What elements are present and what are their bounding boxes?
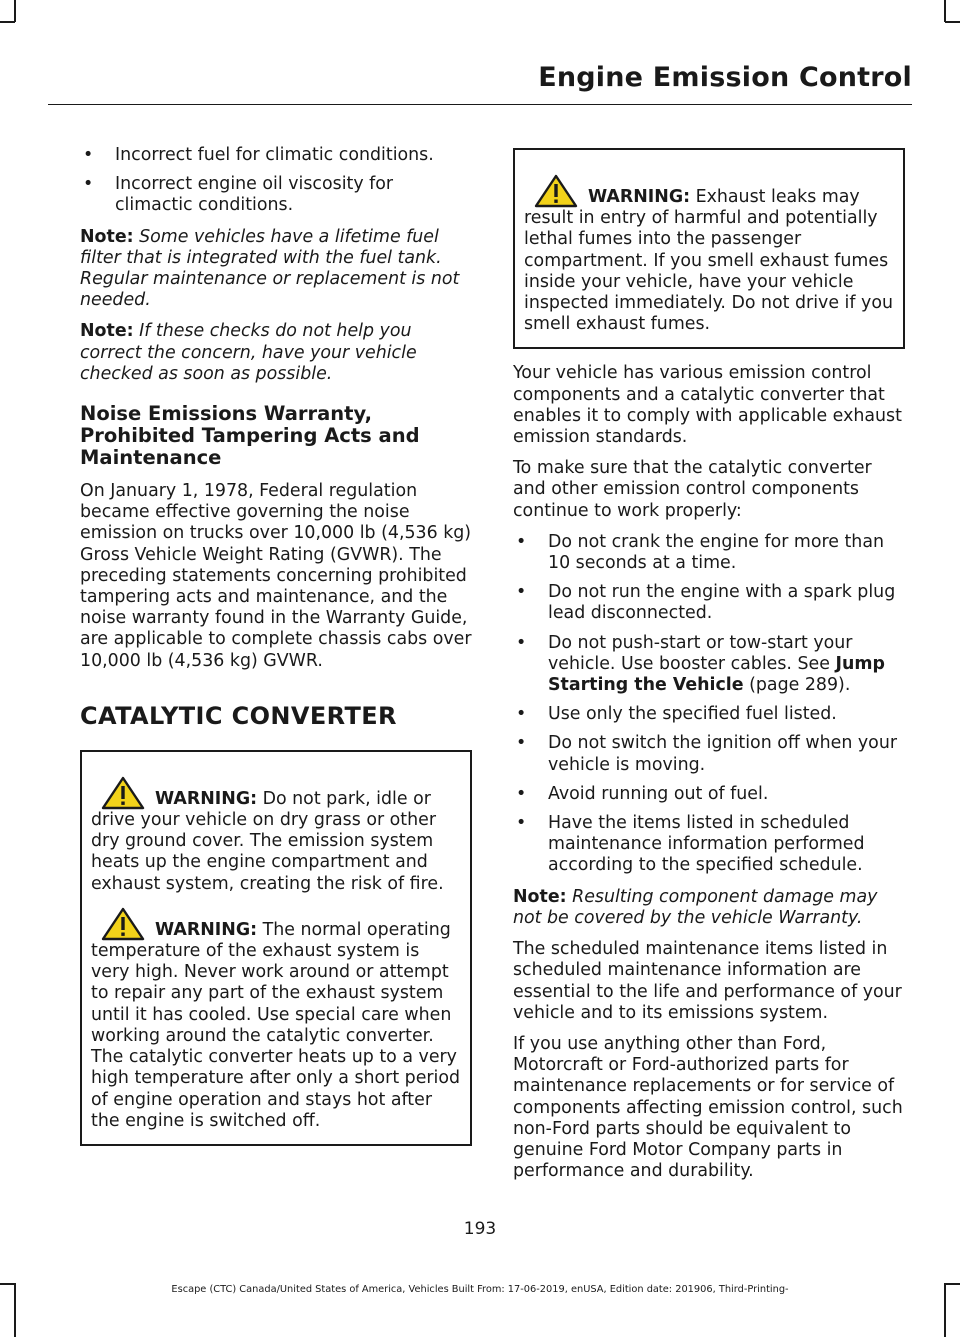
page-header: [48, 58, 912, 105]
note-warranty: [513, 887, 905, 929]
note-checks: [80, 321, 472, 385]
warning-triangle-icon: [101, 776, 145, 810]
note-text: Some vehicles have a lifetime fuel filter that is integrated with the fuel tank. Regular maintenance or replacement is not needed.: [80, 226, 460, 311]
page-number: 193: [463, 1219, 497, 1239]
paragraph-emission-components: Your vehicle has various emission control components and a catalytic converter that enables it to comply with applicable exhaust emission standards.: [513, 363, 902, 448]
bullet-icon: •: [83, 174, 94, 195]
bullet-icon: •: [516, 704, 527, 725]
note-label: Note:: [513, 886, 567, 907]
list-item: • Incorrect fuel for climatic conditions.: [83, 145, 434, 165]
warning-box-right: [513, 148, 905, 349]
right-bullet-list: [513, 532, 905, 877]
warning-exhaust-leaks: [524, 174, 894, 335]
crop-mark-top-left-horizontal: [0, 21, 15, 23]
warning-box-left: [80, 750, 472, 1146]
footer-edition-text: Escape (CTC) Canada/United States of America, Vehicles Built From: 17-06-2019, enUSA, Edition date: 201906, Third-Printing-: [171, 1284, 789, 1295]
bullet-icon: •: [83, 145, 94, 165]
warning-exhaust-temperature: [91, 907, 461, 1132]
crop-mark-top-left-vertical: [14, 0, 16, 22]
note-lifetime-fuel-filter: [80, 227, 472, 312]
warning-text: The normal operating temperature of the exhaust system is very high. Never work around or attempt to repair any part of the exhaust system until it has cooled. Use special care when working around the catalytic converter. The catalytic converter heats up to a very high temperature after only a short period of engine operation and stays hot after the engine is switched off.: [91, 919, 461, 1131]
bullet-icon: •: [516, 582, 527, 603]
list-item: • Do not crank the engine for more than 10 seconds at a time.: [516, 531, 885, 574]
warning-text: Do not park, idle or drive your vehicle on dry grass or other dry ground cover. The emission system heats up the engine compartment and exhaust system, creating the risk of fire.: [91, 788, 444, 894]
warning-label: WARNING:: [155, 788, 258, 809]
list-item: • Avoid running out of fuel.: [516, 783, 769, 804]
list-item: • Do not switch the ignition off when your vehicle is moving.: [516, 733, 897, 775]
warning-text: Exhaust leaks may result in entry of harmful and potentially lethal fumes into the passenger compartment. If you smell exhaust fumes inside your vehicle, have your vehicle inspected immediately. Do not drive if you smell exhaust fumes.: [524, 187, 893, 335]
paragraph-noise-regulation: On January 1, 1978, Federal regulation became effective governing the noise emission on trucks over 10,000 lb (4,536 kg) Gross Vehicle Weight Rating (GVWR). The preceding statements concerning prohibited tampering acts and maintenance, and the noise warranty found in the Warranty Guide, are applicable to complete chassis cabs over 10,000 lb (4,536 kg) GVWR.: [80, 481, 472, 671]
warning-triangle-icon: [101, 907, 145, 941]
bullet-icon: •: [516, 531, 527, 552]
note-text: If these checks do not help you correct the concern, have your vehicle checked as soon as possible.: [80, 321, 417, 384]
warning-label: WARNING:: [588, 187, 691, 207]
note-text: Resulting component damage may not be covered by the vehicle Warranty.: [513, 886, 878, 928]
paragraph-non-ford-parts: If you use anything other than Ford, Motorcraft or Ford-authorized parts for maintenance replacements or for service of components affecting emission control, such non-Ford parts should be equivalent to genuine Ford Motor Company parts in performance and durability.: [513, 1033, 903, 1182]
left-column: [80, 145, 472, 1160]
list-item: • Incorrect engine oil viscosity for climactic conditions.: [83, 174, 394, 216]
page-footer: [0, 1218, 960, 1297]
bullet-icon: •: [516, 733, 527, 754]
list-item: • Use only the specified fuel listed.: [516, 704, 837, 725]
right-column: [513, 145, 905, 1192]
note-label: Note:: [80, 321, 134, 342]
jump-starting-link[interactable]: Jump Starting the Vehicle: [548, 653, 885, 696]
page-title: Engine Emission Control: [538, 62, 912, 93]
list-item: • Have the items listed in scheduled maintenance information performed according to the specified schedule.: [516, 813, 865, 876]
bullet-icon: •: [516, 632, 527, 653]
warning-label: WARNING:: [155, 919, 258, 940]
list-item: • Do not run the engine with a spark plug lead disconnected.: [516, 582, 896, 624]
bullet-icon: •: [516, 783, 527, 804]
section-heading-catalytic-converter: CATALYTIC CONVERTER: [80, 701, 397, 730]
warning-triangle-icon: [534, 174, 578, 208]
note-label: Note:: [80, 226, 134, 247]
paragraph-make-sure: To make sure that the catalytic converter and other emission control components continue to work properly:: [513, 458, 872, 521]
warning-dry-grass: [91, 776, 461, 895]
left-bullet-list: [80, 145, 472, 217]
paragraph-scheduled-maintenance: The scheduled maintenance items listed in scheduled maintenance information are essential to the life and performance of your vehicle and to its emissions system.: [513, 939, 902, 1023]
crop-mark-top-right-vertical: [944, 0, 946, 22]
list-item: • Do not push-start or tow-start your vehicle. Use booster cables. See Jump Starting the Vehicle (page 289).: [516, 632, 885, 696]
subheading-noise-emissions: Noise Emissions Warranty, Prohibited Tampering Acts and Maintenance: [80, 402, 420, 470]
bullet-icon: •: [516, 813, 527, 834]
crop-mark-top-right-horizontal: [945, 21, 960, 23]
